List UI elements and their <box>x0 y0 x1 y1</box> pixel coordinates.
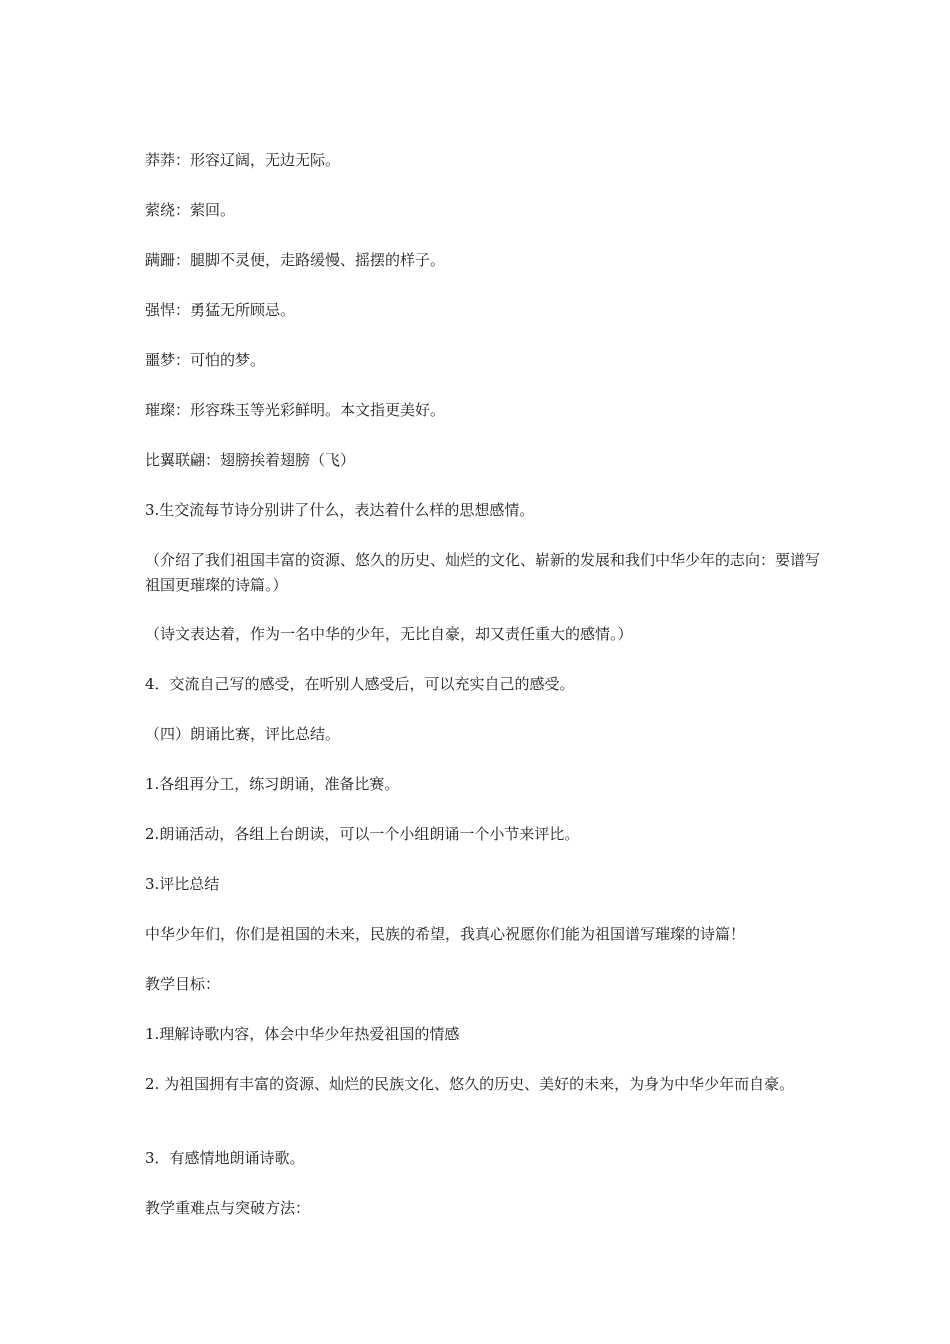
summary-answer-content: （介绍了我们祖国丰富的资源、悠久的历史、灿烂的文化、崭新的发展和我们中华少年的志向：要谱写祖国更璀璨的诗篇。） <box>145 551 821 594</box>
definition-cuican: 璀璨：形容珠玉等光彩鲜明。本文指更美好。 <box>145 401 446 419</box>
closing-remark: 中华少年们，你们是祖国的未来，民族的希望，我真心祝愿你们能为祖国谱写璀璨的诗篇！ <box>145 925 746 943</box>
definition-emeng: 噩梦：可怕的梦。 <box>145 351 266 369</box>
definition-mangmang: 莽莽：形容辽阔，无边无际。 <box>145 151 341 169</box>
heading-teaching-goals: 教学目标： <box>145 975 221 993</box>
recitation-step-3: 3.评比总结 <box>145 875 220 893</box>
summary-answer-feeling: （诗文表达着，作为一名中华的少年，无比自豪，却又责任重大的感情。） <box>145 625 633 643</box>
recitation-step-1: 1.各组再分工，练习朗诵，准备比赛。 <box>145 775 400 793</box>
goal-2: 2. 为祖国拥有丰富的资源、灿烂的民族文化、悠久的历史、美好的未来，为身为中华少年而自豪。 <box>145 1075 795 1093</box>
definition-panshan: 蹒跚：腿脚不灵便，走路缓慢、摇摆的样子。 <box>145 251 446 269</box>
definition-qianghan: 强悍：勇猛无所顾忌。 <box>145 301 296 319</box>
recitation-step-2: 2.朗诵活动，各组上台朗读，可以一个小组朗诵一个小节来评比。 <box>145 825 580 843</box>
definition-biyilianpian: 比翼联翩：翅膀挨着翅膀（飞） <box>145 451 356 469</box>
step-3-discussion: 3.生交流每节诗分别讲了什么，表达着什么样的思想感情。 <box>145 501 535 519</box>
step-4-share: 4．交流自己写的感受，在听别人感受后，可以充实自己的感受。 <box>145 675 575 693</box>
definition-yingrao: 萦绕：萦回。 <box>145 201 236 219</box>
heading-key-points: 教学重难点与突破方法： <box>145 1199 311 1217</box>
section-heading-recitation: （四）朗诵比赛，评比总结。 <box>145 725 341 743</box>
goal-1: 1.理解诗歌内容，体会中华少年热爱祖国的情感 <box>145 1025 460 1043</box>
goal-3: 3．有感情地朗诵诗歌。 <box>145 1149 305 1167</box>
